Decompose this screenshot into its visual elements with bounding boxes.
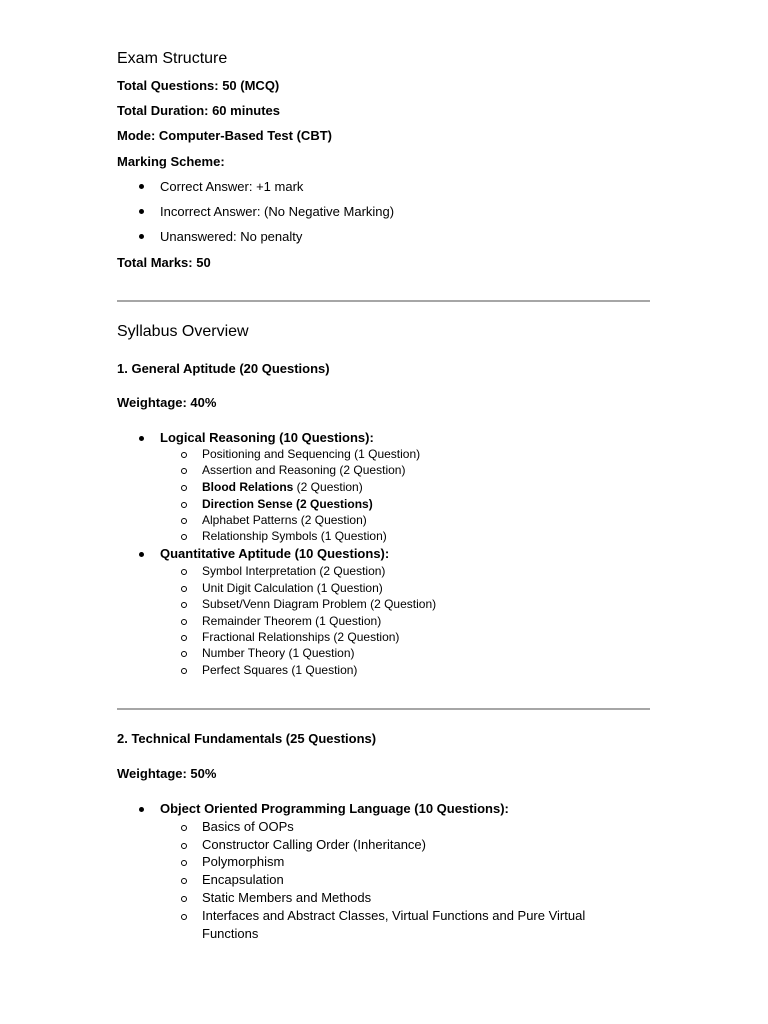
section-divider xyxy=(117,708,650,710)
circle-bullet-icon xyxy=(181,635,187,641)
total-marks: Total Marks: 50 xyxy=(117,255,211,270)
bullet-icon xyxy=(139,234,144,239)
sub-list-item-continuation: Functions xyxy=(202,926,259,941)
blood-relations-bold: Blood Relations xyxy=(202,480,294,494)
syllabus-heading: Syllabus Overview xyxy=(117,323,249,340)
sub-list-item: Perfect Squares (1 Question) xyxy=(202,663,358,677)
total-questions: Total Questions: 50 (MCQ) xyxy=(117,78,280,93)
sub-list-item: Symbol Interpretation (2 Question) xyxy=(202,564,386,578)
sub-list-item: Assertion and Reasoning (2 Question) xyxy=(202,463,406,477)
circle-bullet-icon xyxy=(181,825,187,831)
sub-list-item: Fractional Relationships (2 Question) xyxy=(202,630,400,644)
exam-mode: Mode: Computer-Based Test (CBT) xyxy=(117,128,332,143)
exam-structure-heading: Exam Structure xyxy=(117,50,228,67)
sub-list-item: Subset/Venn Diagram Problem (2 Question) xyxy=(202,597,437,611)
circle-bullet-icon xyxy=(181,534,187,540)
sub-list-item: Static Members and Methods xyxy=(202,890,372,905)
sub-list-item: Alphabet Patterns (2 Question) xyxy=(202,513,367,527)
sub-list-item: Direction Sense (2 Questions) xyxy=(202,497,373,511)
circle-bullet-icon xyxy=(181,843,187,849)
circle-bullet-icon xyxy=(181,619,187,625)
circle-bullet-icon xyxy=(181,485,187,491)
bullet-icon xyxy=(139,436,144,441)
sub-list-item: Remainder Theorem (1 Question) xyxy=(202,614,382,628)
circle-bullet-icon xyxy=(181,878,187,884)
circle-bullet-icon xyxy=(181,914,187,920)
technical-fundamentals-title: 2. Technical Fundamentals (25 Questions) xyxy=(117,731,377,746)
marking-item: Incorrect Answer: (No Negative Marking) xyxy=(160,204,395,219)
marking-scheme-label: Marking Scheme: xyxy=(117,154,225,169)
sub-list-item: Unit Digit Calculation (1 Question) xyxy=(202,581,383,595)
circle-bullet-icon xyxy=(181,586,187,592)
blood-relations-count: (2 Question) xyxy=(293,480,363,494)
circle-bullet-icon xyxy=(181,569,187,575)
sub-list-item xyxy=(202,480,363,494)
bullet-icon xyxy=(139,807,144,812)
general-aptitude-weightage: Weightage: 40% xyxy=(117,395,217,410)
marking-item: Correct Answer: +1 mark xyxy=(160,179,304,194)
total-duration: Total Duration: 60 minutes xyxy=(117,103,280,118)
sub-list-item: Positioning and Sequencing (1 Question) xyxy=(202,447,421,461)
section-divider xyxy=(117,300,650,302)
bullet-icon xyxy=(139,552,144,557)
quantitative-aptitude-title: Quantitative Aptitude (10 Questions): xyxy=(160,546,390,561)
bullet-icon xyxy=(139,209,144,214)
general-aptitude-title: 1. General Aptitude (20 Questions) xyxy=(117,361,330,376)
logical-reasoning-title: Logical Reasoning (10 Questions): xyxy=(160,430,374,445)
sub-list-item: Relationship Symbols (1 Question) xyxy=(202,529,387,543)
circle-bullet-icon xyxy=(181,668,187,674)
sub-list-item: Number Theory (1 Question) xyxy=(202,646,355,660)
sub-list-item: Encapsulation xyxy=(202,872,284,887)
circle-bullet-icon xyxy=(181,651,187,657)
oop-title: Object Oriented Programming Language (10 Questions): xyxy=(160,801,509,816)
marking-item: Unanswered: No penalty xyxy=(160,229,303,244)
circle-bullet-icon xyxy=(181,860,187,866)
sub-list-item: Interfaces and Abstract Classes, Virtual Functions and Pure Virtual xyxy=(202,908,586,923)
technical-fundamentals-weightage: Weightage: 50% xyxy=(117,766,217,781)
circle-bullet-icon xyxy=(181,602,187,608)
sub-list-item: Polymorphism xyxy=(202,854,285,869)
bullet-icon xyxy=(139,184,144,189)
circle-bullet-icon xyxy=(181,452,187,458)
circle-bullet-icon xyxy=(181,502,187,508)
circle-bullet-icon xyxy=(181,468,187,474)
circle-bullet-icon xyxy=(181,518,187,524)
sub-list-item: Constructor Calling Order (Inheritance) xyxy=(202,837,426,852)
circle-bullet-icon xyxy=(181,896,187,902)
sub-list-item: Basics of OOPs xyxy=(202,819,294,834)
